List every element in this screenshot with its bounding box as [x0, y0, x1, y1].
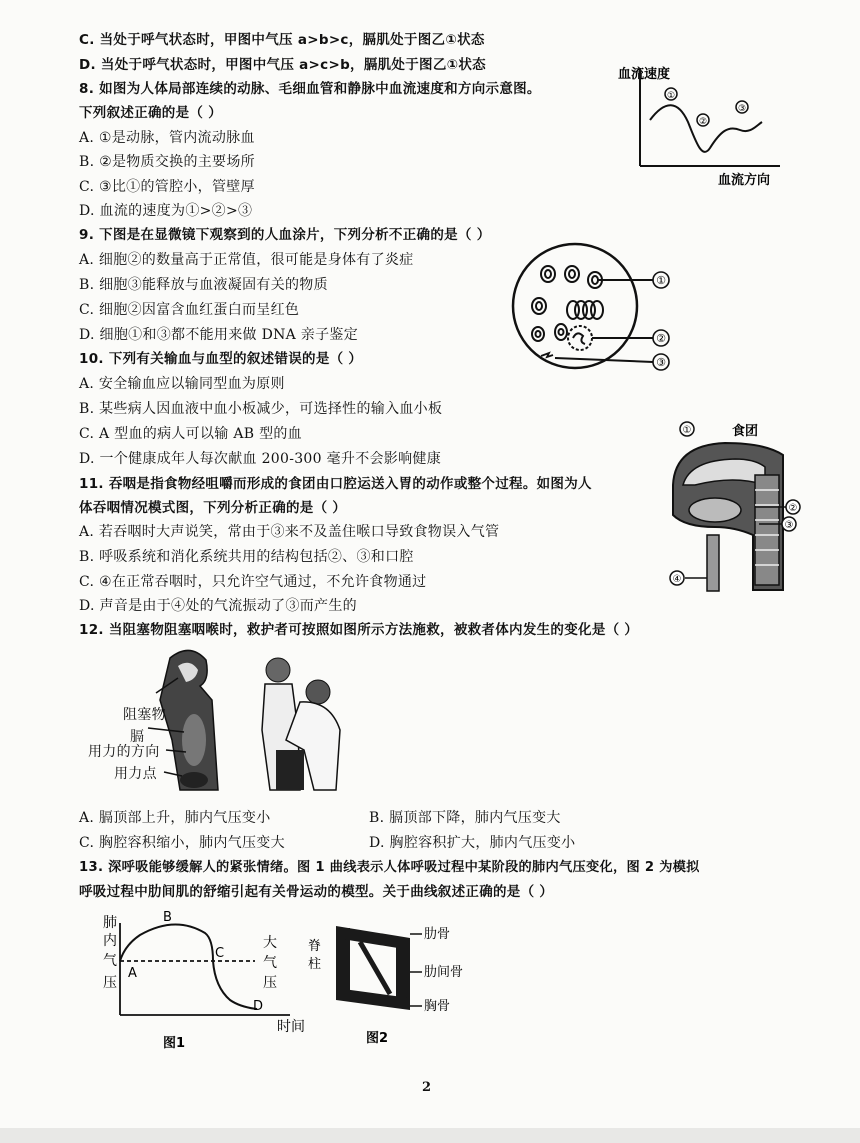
- q13-ylabel-2: 内: [103, 933, 117, 949]
- q13-rib-label: 肋骨: [424, 927, 451, 942]
- q12-fist: [180, 772, 208, 788]
- q12-option-b: B. 膈顶部下降，肺内气压变大: [369, 810, 561, 826]
- q9-red-cells: [532, 266, 603, 341]
- q13-pressure-curve: [120, 924, 257, 1009]
- q13-figure1-caption: 图1: [163, 1036, 186, 1051]
- q10-option-b: B. 某些病人因血液中血小板减少，可选择性的输入血小板: [79, 401, 443, 417]
- q13-ylabel-1: 肺: [103, 915, 117, 931]
- q12-victim-head: [306, 680, 330, 704]
- q13-atm-label-1: 大: [263, 935, 277, 951]
- q13-intercostal: [360, 942, 390, 994]
- q13-atm-label-3: 压: [263, 975, 277, 991]
- q11-option-d: D. 声音是由于④处的气流振动了③而产生的: [79, 598, 357, 614]
- q7-option-d: D. 当处于呼气状态时，甲图中气压 a>c>b，膈肌处于图乙①状态: [79, 57, 486, 73]
- q11-swallow-figure: [655, 415, 805, 595]
- q10-option-c: C. A 型血的病人可以输 AB 型的血: [79, 426, 302, 442]
- scan-bottom-edge: [0, 1128, 860, 1143]
- q11-marker-3: ③: [784, 520, 794, 531]
- q7-option-c: C. 当处于呼气状态时，甲图中气压 a>b>c，膈肌处于图乙①状态: [79, 32, 485, 48]
- q9-marker-3: ③: [656, 356, 666, 369]
- q8-option-d: D. 血流的速度为①>②>③: [79, 203, 253, 219]
- q11-option-c: C. ④在正常吞咽时，只允许空气通过，不允许食物通过: [79, 574, 427, 590]
- q9-platelets: [541, 353, 553, 357]
- q11-tongue: [689, 498, 741, 522]
- q13-intercostal-label: 肋间骨: [424, 965, 464, 980]
- q13-figure2-rib-model: [300, 910, 490, 1050]
- q13-xlabel: 时间: [277, 1019, 305, 1035]
- q9-blood-smear-figure: [505, 238, 685, 378]
- q8-stem-line1: 8. 如图为人体局部连续的动脉、毛细血管和静脉中血流速度和方向示意图。: [79, 81, 541, 97]
- page-number: 2: [422, 1080, 432, 1095]
- q8-option-c: C. ③比①的管腔小，管壁厚: [79, 179, 255, 195]
- q11-stem-line1: 11. 吞咽是指食物经咀嚼而形成的食团由口腔运送入胃的动作或整个过程。如图为人: [79, 476, 592, 492]
- q13-stem-line1: 13. 深呼吸能够缓解人的紧张情绪。图 1 曲线表示人体呼吸过程中某阶段的肺内气压变化，图 2 为模拟: [79, 860, 700, 875]
- q8-option-a: A. ①是动脉，管内流动脉血: [79, 130, 255, 146]
- q9-option-a: A. 细胞②的数量高于正常值，很可能是身体有了炎症: [79, 252, 414, 268]
- q8-option-b: B. ②是物质交换的主要场所: [79, 154, 255, 170]
- q8-marker-1-label: ①: [666, 91, 676, 101]
- q12-label-force-direction: 用力的方向: [88, 744, 160, 760]
- q11-stem-line2: 体吞咽情况模式图，下列分析正确的是（ ）: [79, 500, 347, 516]
- q11-option-b: B. 呼吸系统和消化系统共用的结构包括②、③和口腔: [79, 549, 414, 565]
- q8-blood-flow-figure: [610, 60, 790, 190]
- q12-option-c: C. 胸腔容积缩小，肺内气压变大: [79, 835, 285, 851]
- q13-ylabel-4: 压: [103, 975, 117, 991]
- q13-stem-line2: 呼吸过程中肋间肌的舒缩引起有关骨运动的模型。关于曲线叙述正确的是（ ）: [79, 884, 554, 900]
- q9-white-cell: [568, 326, 592, 350]
- q12-rescuer-head: [266, 658, 290, 682]
- q12-label-force-point: 用力点: [114, 766, 157, 782]
- q11-spine: [755, 475, 779, 585]
- q11-food-label: 食团: [732, 424, 759, 439]
- q12-victim-legs: [276, 750, 304, 790]
- q8-xlabel: 血流方向: [718, 173, 771, 188]
- q9-option-d: D. 细胞①和③都不能用来做 DNA 亲子鉴定: [79, 327, 359, 343]
- q13-sternum-label: 胸骨: [424, 999, 451, 1014]
- q12-option-a: A. 膈顶部上升，肺内气压变小: [79, 810, 271, 826]
- q8-marker-2-label: ②: [698, 117, 708, 127]
- q13-figure1-curve: [95, 905, 315, 1060]
- q12-label-diaphragm: 膈: [130, 729, 145, 745]
- q9-option-b: B. 细胞③能释放与血液凝固有关的物质: [79, 277, 328, 293]
- q9-option-c: C. 细胞②因富含血红蛋白而呈红色: [79, 302, 300, 318]
- q9-stem: 9. 下图是在显微镜下观察到的人血涂片，下列分析不正确的是（ ）: [79, 227, 491, 243]
- q11-trachea: [707, 535, 719, 591]
- q8-stem-line2: 下列叙述正确的是（ ）: [79, 105, 222, 121]
- q13-figure2-caption: 图2: [366, 1031, 389, 1046]
- q11-option-a: A. 若吞咽时大声说笑，常由于③来不及盖住喉口导致食物误入气管: [79, 524, 500, 540]
- q13-point-b: B: [163, 910, 172, 925]
- q10-option-d: D. 一个健康成年人每次献血 200-300 毫升不会影响健康: [79, 451, 441, 467]
- q10-stem: 10. 下列有关输血与血型的叙述错误的是（ ）: [79, 351, 363, 367]
- q8-marker-3-label: ③: [737, 104, 747, 114]
- q9-white-cell-nucleus: [573, 333, 585, 344]
- q9-marker-2: ②: [656, 332, 666, 345]
- q13-spine-label-1: 脊: [308, 939, 322, 954]
- q13-atm-label-2: 气: [263, 955, 277, 971]
- q13-ylabel-3: 气: [103, 953, 117, 969]
- q13-point-d: D: [253, 999, 264, 1014]
- q12-option-d: D. 胸腔容积扩大，肺内气压变小: [369, 835, 576, 851]
- q11-marker-1: ①: [682, 425, 692, 436]
- q13-point-a: A: [128, 966, 137, 981]
- q12-label-obstruction: 阻塞物: [123, 707, 166, 723]
- q8-ylabel-char1: 血流速度: [618, 67, 671, 82]
- q9-marker-1: ①: [656, 274, 666, 287]
- q11-marker-4: ④: [672, 574, 682, 585]
- q13-point-c: C: [215, 946, 225, 961]
- q11-marker-2: ②: [788, 503, 798, 514]
- q12-stem: 12. 当阻塞物阻塞咽喉时，救护者可按照如图所示方法施救，被救者体内发生的变化是（ ）: [79, 622, 639, 638]
- q13-spine-label-2: 柱: [308, 957, 322, 972]
- q12-lungs: [182, 714, 206, 766]
- q10-option-a: A. 安全输血应以输同型血为原则: [79, 376, 285, 392]
